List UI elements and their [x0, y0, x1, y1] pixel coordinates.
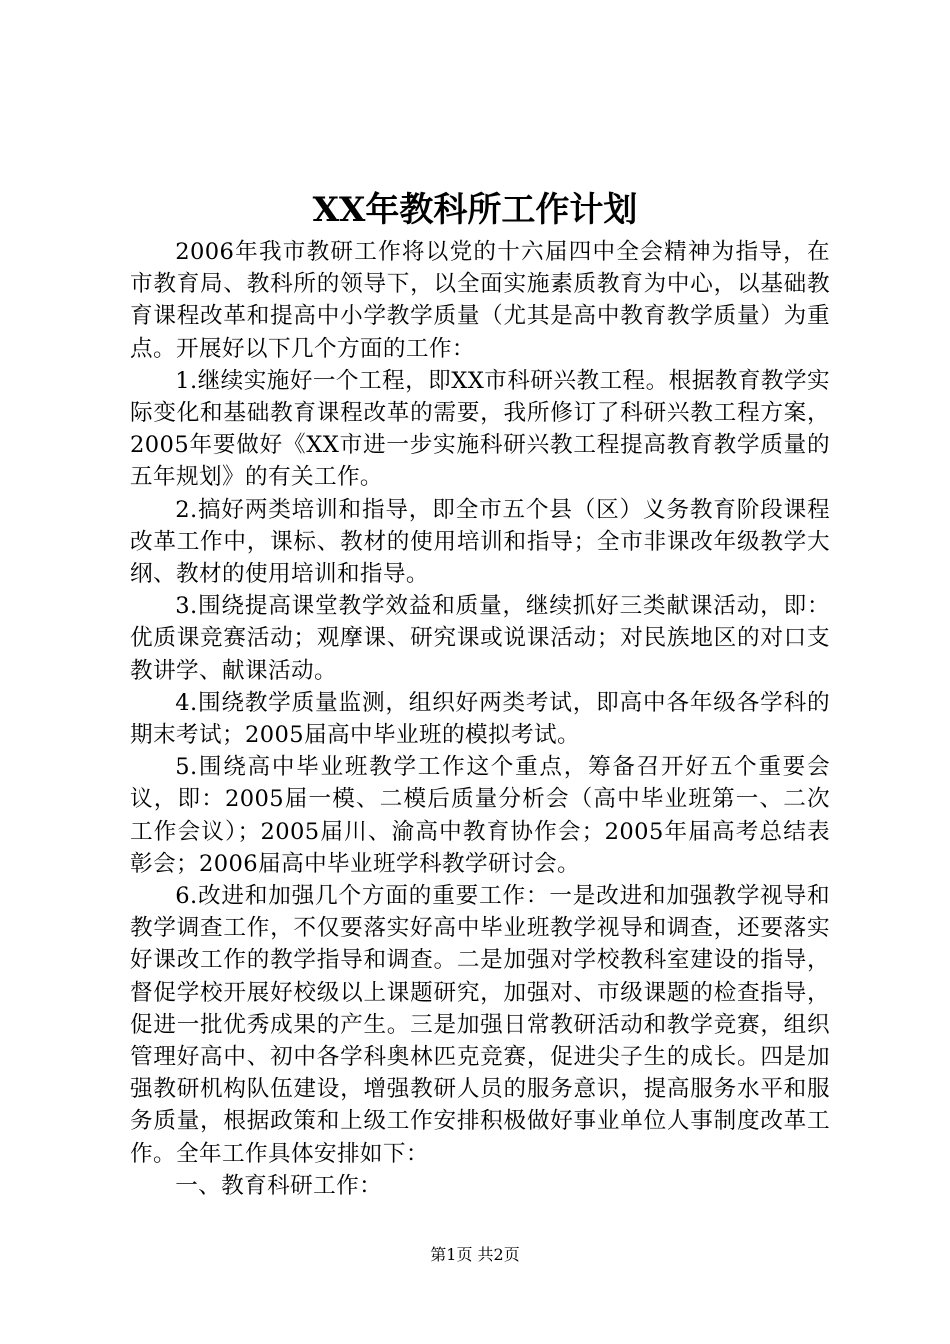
page-footer: 第1页 共2页	[430, 1245, 520, 1264]
document-body	[130, 236, 830, 1202]
paragraph-item-3: 3.围绕提高课堂教学效益和质量，继续抓好三类献课活动，即：优质课竞赛活动；观摩课、研究课或说课活动；对民族地区的对口支教讲学、献课活动。	[130, 593, 830, 684]
paragraph-item-5: 5.围绕高中毕业班教学工作这个重点，筹备召开好五个重要会议，即：2005届一模、二模后质量分析会（高中毕业班第一、二次工作会议）；2005届川、渝高中教育协作会；2005年届高考总结表彰会；2006届高中毕业班学科教学研讨会。	[130, 754, 830, 877]
paragraph-item-6: 6.改进和加强几个方面的重要工作：一是改进和加强教学视导和教学调查工作，不仅要落实好高中毕业班教学视导和调查，还要落实好课改工作的教学指导和调查。二是加强对学校教科室建设的指导，督促学校开展好校级以上课题研究，加强对、市级课题的检查指导，促进一批优秀成果的产生。三是加强日常教研活动和教学竞赛，组织管理好高中、初中各学科奥林匹克竞赛，促进尖子生的成长。四是加强教研机构队伍建设，增强教研人员的服务意识，提高服务水平和服务质量，根据政策和上级工作安排积极做好事业单位人事制度改革工作。全年工作具体安排如下：	[130, 883, 830, 1167]
document-title: XX年教科所工作计划	[312, 190, 638, 230]
paragraph-item-2: 2.搞好两类培训和指导，即全市五个县（区）义务教育阶段课程改革工作中，课标、教材的使用培训和指导；全市非课改年级教学大纲、教材的使用培训和指导。	[130, 496, 830, 588]
paragraph-item-1: 1.继续实施好一个工程，即XX市科研兴教工程。根据教育教学实际变化和基础教育课程改革的需要，我所修订了科研兴教工程方案，2005年要做好《XX市进一步实施科研兴教工程提高教育教学质量的五年规划》的有关工作。	[130, 367, 830, 491]
paragraph-item-4: 4.围绕教学质量监测，组织好两类考试，即高中各年级各学科的期末考试；2005届高中毕业班的模拟考试。	[130, 689, 830, 749]
paragraph-intro: 2006年我市教研工作将以党的十六届四中全会精神为指导，在市教育局、教科所的领导下，以全面实施素质教育为中心，以基础教育课程改革和提高中小学教学质量（尤其是高中教育教学质量）为重点。开展好以下几个方面的工作：	[130, 239, 830, 362]
section-heading-research: 一、教育科研工作：	[175, 1172, 383, 1199]
